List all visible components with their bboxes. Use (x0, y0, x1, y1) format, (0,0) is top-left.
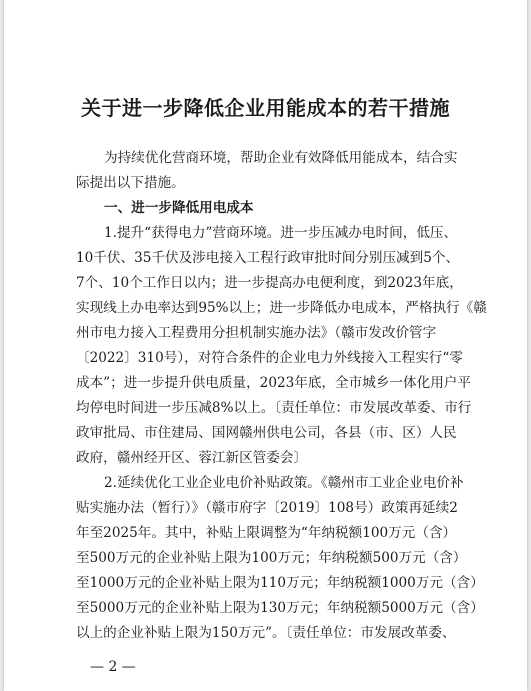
document-page (4, 0, 527, 691)
intro-line-2: 际提出以下措施。 (76, 175, 185, 191)
intro-line-1: 为持续优化营商环境，帮助企业有效降低用能成本，结合实 (104, 150, 458, 166)
item-2-line-7: 以上的企业补贴上限为150万元”。〔责任单位：市发展改革委、 (76, 625, 456, 641)
item-1-line-6: 〔2022〕310号），对符合条件的企业电力外线接入工程实行“零 (76, 350, 463, 366)
item-1-line-3: 7个、10个工作日以内；进一步提高办电便利度，到2023年底， (76, 275, 463, 291)
item-2-line-1: 2.延续优化工业企业电价补贴政策。《赣州市工业企业电价补 (104, 475, 464, 491)
page-number: — 2 — (90, 659, 136, 675)
item-2-line-5: 至1000万元的企业补贴上限为110万元；年纳税额1000万元（含） (76, 575, 484, 591)
item-2-line-6: 至5000万元的企业补贴上限为130万元；年纳税额5000万元（含） (76, 600, 484, 616)
document-title: 关于进一步降低企业用能成本的若干措施 (81, 96, 450, 120)
item-2-line-4: 至500万元的企业补贴上限为100万元；年纳税额500万元（含） (76, 550, 467, 566)
item-1-line-7: 成本”；进一步提升供电质量，2023年底，全市城乡一体化用户平 (76, 375, 471, 391)
item-1-line-1: 1.提升“获得电力”营商环境。进一步压减办电时间，低压、 (104, 225, 458, 241)
item-1-line-4: 实现线上办电率达到95%以上；进一步降低办电成本，严格执行《赣 (76, 300, 487, 316)
section-1-heading: 一、进一步降低用电成本 (104, 200, 254, 216)
item-1-line-8: 均停电时间进一步压减8%以上。〔责任单位：市发展改革委、市行 (76, 400, 472, 416)
item-1-line-5: 州市电力接入工程费用分担机制实施办法》（赣市发改价管字 (76, 325, 437, 341)
item-1-line-10: 政府，赣州经开区、蓉江新区管委会〕 (76, 450, 308, 466)
item-1-line-9: 政审批局、市住建局、国网赣州供电公司，各县（市、区）人民 (76, 425, 457, 441)
item-2-line-3: 年至2025年。其中，补贴上限调整为“年纳税额100万元（含） (76, 525, 457, 541)
item-1-line-2: 10千伏、35千伏及涉电接入工程行政审批时间分别压减到5个、 (76, 250, 460, 266)
item-2-line-2: 贴实施办法（暂行）》（赣市府字〔2019〕108号）政策再延续2 (76, 500, 458, 516)
